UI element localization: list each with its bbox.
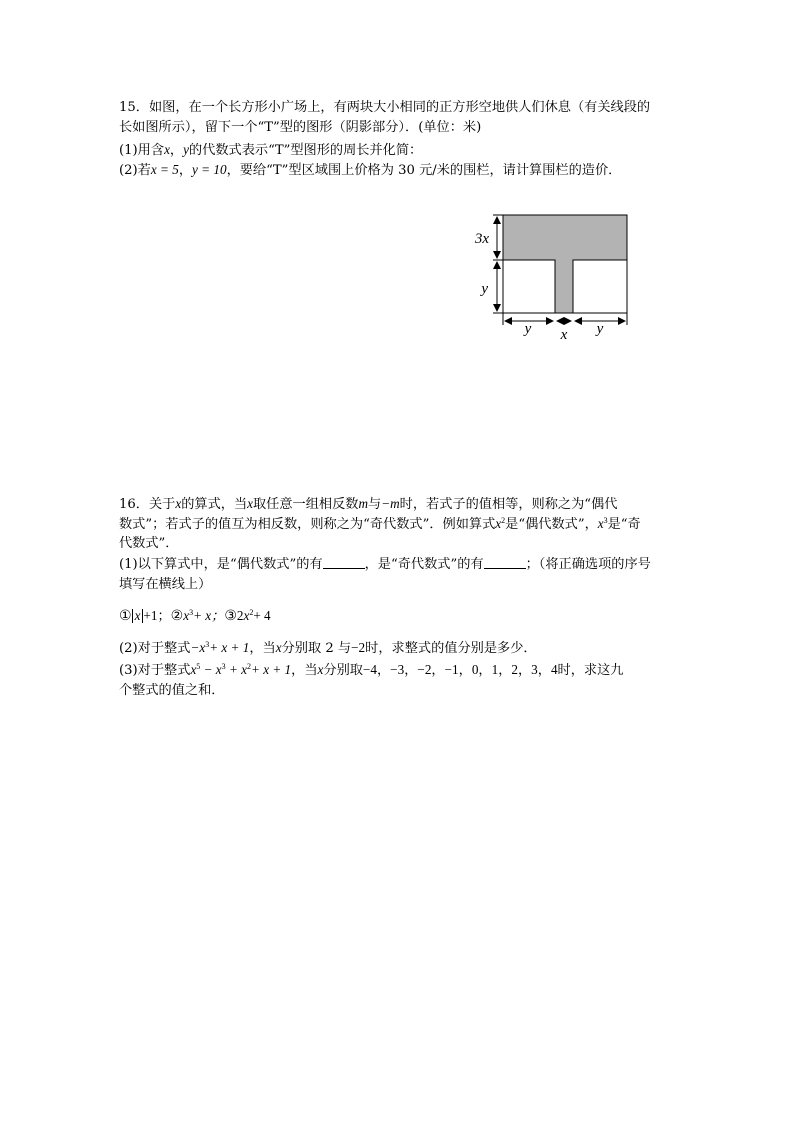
- option-1-x: x: [134, 608, 141, 623]
- label-y-left: y: [481, 281, 488, 297]
- q16-p3-e2: 3: [221, 662, 226, 671]
- q15-p2-yeq: y = 10: [192, 162, 227, 177]
- option-2-x: x: [183, 608, 190, 623]
- abs-value-bars: [132, 609, 144, 623]
- option-1-rest: +1；: [143, 608, 171, 623]
- q16-p2-b: ，当: [249, 641, 276, 656]
- q15-p2-post: ，要给“T”型区域围上价格为 30 元/米的围栏，请计算围栏的造价．: [226, 163, 622, 178]
- q16-l1-e: 时，若式子的值相等，则称之为“偶代: [399, 497, 618, 512]
- q16-p2-c: 分别取 2 与: [281, 641, 352, 656]
- q16-l2-x3: x: [597, 516, 604, 531]
- q16-line-4: [119, 555, 651, 574]
- option-1-number: ①: [119, 608, 132, 624]
- q16-l3: 代数式”．: [119, 536, 179, 551]
- q16-l1-b: 的算式，当: [181, 497, 248, 512]
- q16-p2-x: x: [275, 640, 282, 655]
- q16-p2-a: (2)对于整式: [119, 641, 191, 656]
- q16-p3-expr-end: + x + 1: [251, 662, 292, 677]
- q16-part-2: [119, 638, 537, 658]
- option-3-x: x: [243, 608, 250, 623]
- q15-p1-post: 的代数式表示“T”型图形的周长并化简：: [188, 143, 423, 158]
- q16-line-last: [119, 681, 225, 700]
- q15-line-1: [119, 98, 650, 117]
- option-3-coef: 2: [236, 608, 244, 623]
- q16-l2-x3-exp: 3: [603, 516, 608, 525]
- q16-p3-e3: 2: [247, 662, 252, 671]
- option-2-number: ②: [170, 608, 184, 624]
- q16-l1-d: 与: [368, 497, 382, 512]
- q16-p3-a: (3)对于整式: [119, 663, 191, 678]
- q16-p2-expr: −x: [190, 640, 206, 655]
- q16-line-3: [119, 534, 179, 553]
- q16-line-2: [119, 514, 641, 534]
- option-2-expr: + x；: [193, 608, 225, 623]
- option-3-number: ③: [224, 608, 237, 624]
- q16-p3-e1: 5: [196, 662, 201, 671]
- q16-l1-x2: x: [247, 496, 253, 511]
- q16-p2-expr2: + x + 1: [209, 640, 250, 655]
- q15-p1-x: x: [164, 142, 170, 157]
- q16-p2-exp: 3: [205, 640, 210, 649]
- q16-l1-a: 16．关于: [119, 497, 176, 512]
- q16-l5: 填写在横线上）: [119, 577, 212, 592]
- q16-line-1: [119, 494, 617, 514]
- q16-l2-a: 数式”；若式子的值互为相反数，则称之为“奇代数式”．例如算式: [119, 517, 496, 532]
- q16-l1-negm: −m: [381, 496, 400, 511]
- q16-l1-x: x: [175, 496, 182, 511]
- q15-p1-comma: ，: [169, 143, 184, 158]
- q16-l4-a: (1)以下算式中，是“偶代数式”的有: [119, 557, 323, 572]
- q16-l1-c: 取任意一组相反数: [253, 497, 359, 512]
- q15-text-1: 15．如图，在一个长方形小广场上，有两块大小相同的正方形空地供人们休息（有关线段的: [119, 100, 651, 115]
- q16-l2-b: 是“偶代数式”，: [505, 517, 598, 532]
- q15-p2-pre: (2)若: [119, 163, 151, 178]
- q16-p3-b: ，当: [291, 663, 318, 678]
- q15-p1-pre: (1)用含: [119, 143, 165, 158]
- right-square: [573, 260, 627, 313]
- option-2-exp: 3: [189, 608, 194, 617]
- q15-part-1: [119, 140, 422, 160]
- q16-line-5: [119, 575, 211, 594]
- answer-blank-even[interactable]: [323, 556, 365, 569]
- q16-p2-neg2: −2: [351, 640, 366, 655]
- q15-p2-sep: ，: [178, 163, 193, 178]
- label-3x: 3x: [474, 231, 489, 247]
- q16-l2-c: 是“奇: [607, 517, 641, 532]
- q16-p3-t2: − x: [200, 662, 222, 677]
- q16-p2-d: 时，求整式的值分别是多少．: [365, 641, 537, 656]
- q16-p3-t3: + x: [225, 662, 248, 677]
- q16-l4-c: ；（将正确选项的序号: [525, 557, 651, 572]
- q16-l2-x2: x: [495, 516, 502, 531]
- label-x-bottom: x: [560, 327, 568, 343]
- left-square: [503, 260, 555, 313]
- q15-part-2: [119, 160, 621, 180]
- q16-options: [119, 606, 271, 626]
- q15-line-2: [119, 118, 481, 137]
- q16-l2-x2-exp: 2: [501, 516, 506, 525]
- option-3-expr: + 4: [253, 608, 271, 623]
- q16-l-last: 个整式的值之和．: [119, 683, 225, 698]
- q16-p3-d: 时，求这九: [557, 663, 624, 678]
- q15-text-2: 长如图所示），留下一个“T”型的图形（阴影部分）．(单位：米): [119, 120, 482, 135]
- q16-p3-vals: −4，−3，−2，−1，0，1，2，3，4: [362, 662, 558, 677]
- label-y-bottom-right: y: [596, 321, 604, 337]
- answer-blank-odd[interactable]: [484, 556, 526, 569]
- label-y-bottom-left: y: [524, 321, 532, 337]
- q15-p1-y: y: [183, 142, 189, 157]
- q16-p3-c: 分别取: [323, 663, 363, 678]
- q16-p3-t1: x: [190, 662, 197, 677]
- q16-p3-x: x: [317, 662, 324, 677]
- option-3-exp: 2: [249, 608, 254, 617]
- q16-l1-m: m: [358, 496, 369, 511]
- t-shape-figure: [470, 205, 640, 345]
- q16-part-3: [119, 660, 623, 680]
- q15-p2-xeq: x = 5: [150, 162, 179, 177]
- q16-l4-b: ，是“奇代数式”的有: [364, 557, 484, 572]
